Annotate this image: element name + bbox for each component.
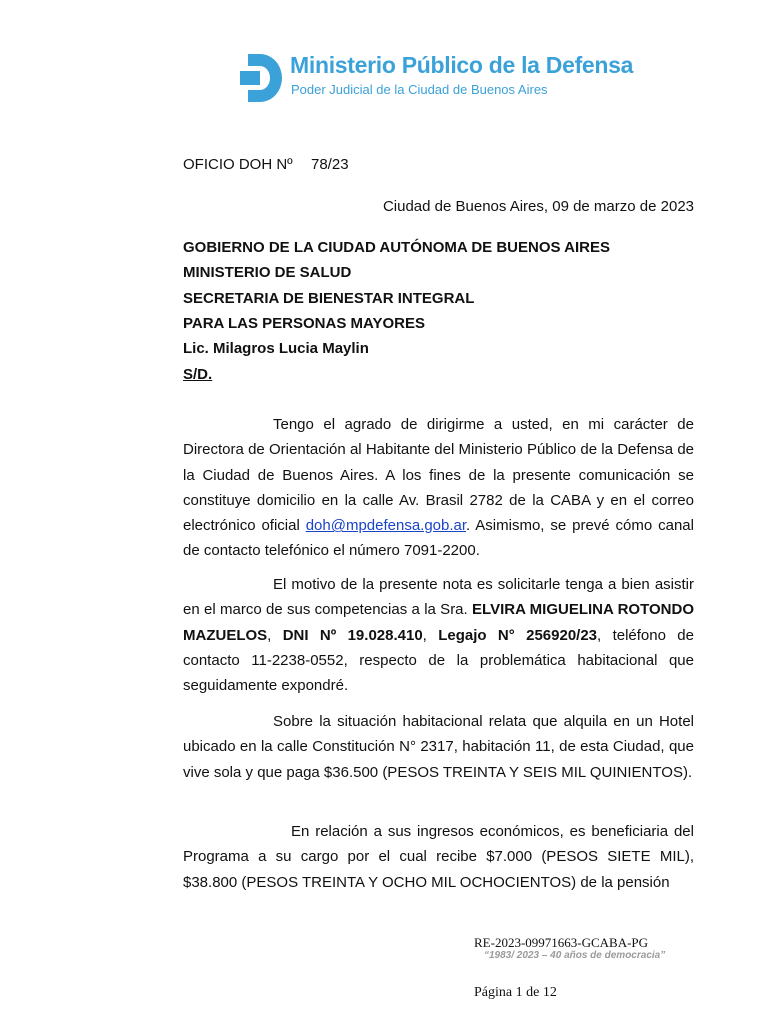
oficio-line [183, 152, 349, 177]
paragraph-2-text-a: El motivo de la presente nota es solicitarle tenga a bien asistir en el marco de sus competencias a la Sra. [183, 576, 694, 619]
paragraph-4-text: En relación a sus ingresos económicos, es beneficiaria del Programa a su cargo por el cual recibe $7.000 (PESOS SIETE MIL), $38.800 (PESOS TREINTA Y OCHO MIL OCHOCIENTOS) de la pensión [183, 823, 694, 891]
paragraph-1-text-b: . Asimismo, se prevé cómo canal de contacto telefónico el número 7091-2200. [183, 517, 694, 560]
oficio-prefix: OFICIO DOH Nº [183, 156, 293, 173]
beneficiary-name: ELVIRA MIGUELINA ROTONDO MAZUELOS [183, 601, 694, 644]
paragraph-2-text-b: , teléfono de contacto 11-2238-0552, respecto de la problemática habitacional que seguidamente expondré. [183, 626, 694, 695]
recipient-line-4: PARA LAS PERSONAS MAYORES [183, 315, 425, 332]
recipient-name: Lic. Milagros Lucia Maylin [183, 340, 369, 357]
document-code: RE-2023-09971663-GCABA-PG [474, 935, 649, 950]
paragraph-4 [183, 819, 694, 895]
footer-slogan: “1983/ 2023 – 40 años de democracia” [484, 950, 666, 961]
logo-title: Ministerio Público de la Defensa [290, 52, 634, 78]
paragraph-1 [183, 412, 694, 564]
beneficiary-dni: DNI Nº 19.028.410 [282, 626, 423, 644]
mpd-logo-icon [240, 48, 284, 108]
email-link[interactable]: doh@mpdefensa.gob.ar [305, 517, 467, 535]
page-number: Página 1 de 12 [474, 985, 557, 1000]
paragraph-2-sep-1: , [267, 626, 283, 644]
recipient-line-3: SECRETARIA DE BIENESTAR INTEGRAL [183, 290, 475, 307]
paragraph-2 [183, 572, 694, 698]
recipient-line-1: GOBIERNO DE LA CIUDAD AUTÓNOMA DE BUENOS AIRES [183, 239, 610, 256]
paragraph-3-text: Sobre la situación habitacional relata que alquila en un Hotel ubicado en la calle Constitución N° 2317, habitación 11, de esta Ciudad, que vive sola y que paga $36.500 (PESOS TREINTA Y SEIS MIL QUINIENTOS). [183, 713, 694, 781]
paragraph-3 [183, 709, 694, 785]
ministry-logo [240, 48, 640, 108]
beneficiary-legajo: Legajo N° 256920/23 [438, 626, 598, 644]
logo-subtitle: Poder Judicial de la Ciudad de Buenos Aires [291, 82, 548, 97]
recipient-sd: S/D. [183, 366, 213, 383]
oficio-number: 78/23 [311, 156, 349, 173]
recipient-line-2: MINISTERIO DE SALUD [183, 264, 352, 281]
paragraph-2-sep-2: , [422, 626, 439, 644]
paragraph-1-text-a: Tengo el agrado de dirigirme a usted, en mi carácter de Directora de Orientación al Habitante del Ministerio Público de la Defensa de la Ciudad de Buenos Aires. A los fines de la presente comunicación se constituye domicilio en la calle Av. Brasil 2782 de la CABA y en el correo electrónico oficial [183, 416, 694, 535]
date-line: Ciudad de Buenos Aires, 09 de marzo de 2023 [382, 198, 694, 215]
